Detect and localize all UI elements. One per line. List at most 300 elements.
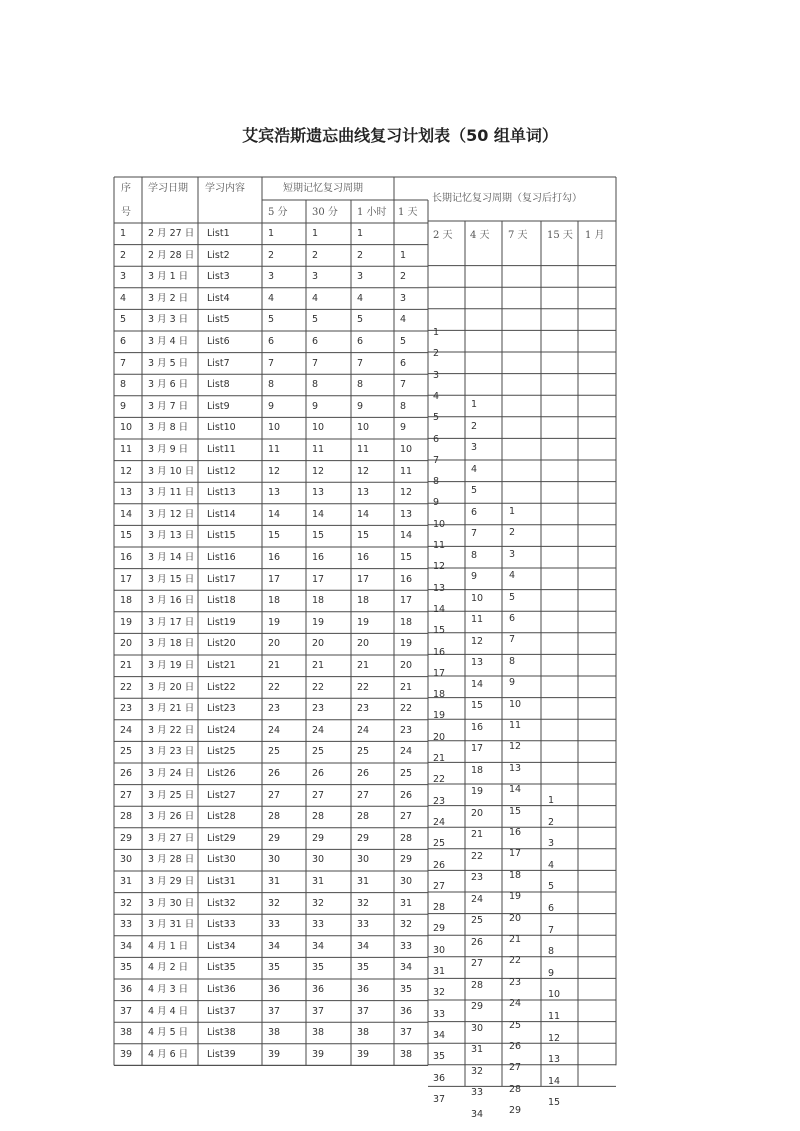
row-1hour: 18: [357, 595, 370, 607]
long-7day: 16: [509, 827, 522, 838]
long-7day: 12: [509, 741, 522, 753]
row-1day: 22: [400, 703, 413, 715]
row-content: List23: [207, 703, 236, 715]
long-2day: 34: [433, 1029, 446, 1041]
row-30min: 6: [312, 336, 319, 347]
row-30min: 30: [312, 854, 325, 866]
row-date: 2 月 27 日: [148, 228, 195, 239]
row-number: 36: [120, 984, 133, 995]
row-1day: 13: [400, 508, 413, 520]
long-7day: 29: [509, 1105, 522, 1117]
row-date: 3 月 12 日: [148, 508, 195, 520]
row-5min: 7: [268, 357, 275, 369]
row-30min: 20: [312, 638, 325, 650]
row-5min: 35: [268, 962, 281, 974]
row-1day: 1: [400, 249, 407, 261]
row-1hour: 36: [357, 984, 370, 995]
long-15day: 4: [548, 859, 555, 871]
row-30min: 7: [312, 357, 319, 369]
row-content: List24: [207, 724, 236, 736]
row-1day: 9: [400, 422, 407, 434]
row-number: 34: [120, 940, 133, 952]
row-number: 27: [120, 789, 133, 801]
row-date: 3 月 2 日: [148, 292, 189, 304]
long-2day: 25: [433, 838, 446, 850]
row-number: 31: [120, 876, 133, 887]
row-1hour: 25: [357, 746, 370, 758]
row-1hour: 7: [357, 357, 364, 369]
row-1hour: 17: [357, 573, 370, 585]
row-date: 3 月 26 日: [148, 811, 195, 823]
long-4day: 25: [471, 915, 484, 926]
long-15day: 15: [548, 1097, 561, 1109]
row-5min: 25: [268, 746, 281, 758]
long-2day: 27: [433, 880, 446, 892]
long-15day: 11: [548, 1011, 561, 1022]
long-4day: 32: [471, 1065, 484, 1077]
long-15day: 5: [548, 881, 555, 893]
row-30min: 19: [312, 616, 325, 628]
row-content: List30: [207, 854, 236, 866]
row-1hour: 5: [357, 314, 364, 326]
row-content: List3: [207, 271, 230, 283]
row-number: 9: [120, 400, 127, 412]
long-4day: 1: [471, 399, 478, 410]
row-content: List4: [207, 292, 230, 304]
long-4day: 4: [471, 463, 478, 475]
row-1day: 2: [400, 271, 407, 283]
row-30min: 4: [312, 292, 319, 304]
row-30min: 23: [312, 703, 325, 715]
long-7day: 17: [509, 848, 522, 860]
row-date: 3 月 15 日: [148, 573, 195, 585]
long-2day: 12: [433, 561, 446, 573]
row-content: List13: [207, 487, 236, 499]
header-1hour: 1 小时: [357, 207, 387, 218]
long-7day: 18: [509, 869, 522, 881]
row-5min: 31: [268, 876, 281, 887]
row-30min: 27: [312, 789, 325, 801]
row-30min: 8: [312, 379, 319, 391]
row-1hour: 33: [357, 919, 370, 931]
row-1day: 5: [400, 336, 407, 347]
row-1hour: 35: [357, 962, 370, 974]
long-2day: 2: [433, 348, 440, 360]
long-15day: 9: [548, 967, 555, 979]
long-4day: 8: [471, 549, 478, 561]
row-number: 16: [120, 552, 133, 563]
long-2day: 21: [433, 753, 446, 764]
row-30min: 12: [312, 465, 325, 477]
row-1day: 26: [400, 789, 413, 801]
row-content: List16: [207, 552, 236, 563]
long-4day: 6: [471, 506, 478, 518]
row-date: 3 月 3 日: [148, 314, 189, 326]
long-7day: 22: [509, 955, 522, 967]
row-date: 3 月 28 日: [148, 854, 195, 866]
row-30min: 34: [312, 940, 325, 952]
row-1hour: 39: [357, 1048, 370, 1060]
row-date: 3 月 18 日: [148, 638, 195, 650]
row-5min: 20: [268, 638, 281, 650]
row-30min: 10: [312, 422, 325, 434]
row-content: List22: [207, 681, 236, 693]
row-1hour: 28: [357, 811, 370, 823]
row-number: 8: [120, 379, 127, 391]
row-date: 3 月 7 日: [148, 400, 189, 412]
row-5min: 28: [268, 811, 281, 823]
long-15day: 13: [548, 1054, 561, 1066]
row-number: 13: [120, 487, 133, 499]
row-1day: 34: [400, 962, 413, 974]
row-1hour: 11: [357, 444, 370, 455]
long-2day: 33: [433, 1008, 446, 1020]
row-date: 3 月 11 日: [148, 487, 195, 499]
row-content: List29: [207, 832, 236, 844]
row-date: 4 月 1 日: [148, 940, 189, 952]
long-4day: 34: [471, 1108, 484, 1120]
row-5min: 37: [268, 1005, 281, 1017]
row-date: 3 月 19 日: [148, 660, 195, 671]
row-date: 3 月 29 日: [148, 876, 195, 887]
row-date: 3 月 16 日: [148, 595, 195, 607]
long-7day: 6: [509, 613, 516, 624]
row-1day: 20: [400, 660, 413, 671]
row-30min: 15: [312, 530, 325, 542]
long-2day: 36: [433, 1072, 446, 1084]
row-5min: 32: [268, 897, 281, 909]
row-5min: 4: [268, 292, 275, 304]
row-5min: 34: [268, 940, 281, 952]
row-date: 3 月 22 日: [148, 724, 195, 736]
row-date: 3 月 24 日: [148, 768, 195, 779]
row-1day: 24: [400, 746, 413, 758]
row-5min: 29: [268, 832, 281, 844]
long-2day: 24: [433, 816, 446, 828]
row-5min: 16: [268, 552, 281, 563]
row-30min: 13: [312, 487, 325, 499]
header-seq-2: 号: [121, 207, 131, 218]
long-2day: 15: [433, 625, 446, 637]
long-7day: 28: [509, 1083, 522, 1095]
row-1day: 25: [400, 768, 413, 779]
row-1day: 35: [400, 984, 413, 995]
row-5min: 14: [268, 508, 281, 520]
row-1hour: 34: [357, 940, 370, 952]
long-4day: 27: [471, 958, 484, 969]
row-number: 12: [120, 465, 133, 477]
header-30min: 30 分: [312, 207, 338, 218]
row-5min: 30: [268, 854, 281, 866]
row-content: List31: [207, 876, 236, 887]
row-30min: 24: [312, 724, 325, 736]
header-15day: 15 天: [547, 230, 573, 241]
row-1hour: 14: [357, 508, 370, 520]
long-15day: 2: [548, 816, 555, 828]
row-number: 35: [120, 962, 133, 974]
header-7day: 7 天: [508, 230, 528, 241]
row-1day: 33: [400, 940, 413, 952]
row-date: 3 月 23 日: [148, 746, 195, 758]
row-number: 5: [120, 314, 127, 326]
row-5min: 10: [268, 422, 281, 434]
long-7day: 8: [509, 655, 516, 667]
long-4day: 29: [471, 1001, 484, 1012]
row-content: List14: [207, 508, 236, 520]
row-1day: 15: [400, 552, 413, 563]
row-content: List34: [207, 940, 236, 952]
long-4day: 2: [471, 420, 478, 432]
row-1hour: 13: [357, 487, 370, 499]
long-4day: 26: [471, 936, 484, 948]
header-2day: 2 天: [433, 230, 453, 241]
row-number: 24: [120, 724, 133, 736]
row-1hour: 23: [357, 703, 370, 715]
row-number: 38: [120, 1027, 133, 1039]
row-date: 3 月 21 日: [148, 703, 195, 715]
row-5min: 3: [268, 271, 275, 283]
long-15day: 12: [548, 1032, 561, 1044]
long-2day: 9: [433, 497, 440, 509]
long-2day: 18: [433, 689, 446, 701]
row-number: 7: [120, 357, 127, 369]
row-content: List25: [207, 746, 236, 758]
row-content: List12: [207, 465, 236, 477]
row-date: 3 月 1 日: [148, 271, 189, 283]
header-4day: 4 天: [470, 230, 490, 241]
row-number: 4: [120, 292, 127, 304]
long-2day: 1: [433, 327, 440, 338]
long-2day: 35: [433, 1051, 446, 1063]
row-1hour: 2: [357, 249, 364, 261]
row-content: List38: [207, 1027, 236, 1039]
long-4day: 28: [471, 979, 484, 991]
row-1hour: 26: [357, 768, 370, 779]
page-title: 艾宾浩斯遗忘曲线复习计划表（50 组单词）: [242, 126, 558, 145]
long-7day: 10: [509, 698, 522, 710]
long-7day: 7: [509, 634, 516, 646]
row-1hour: 12: [357, 465, 370, 477]
long-2day: 7: [433, 454, 440, 466]
row-1hour: 1: [357, 228, 364, 239]
row-5min: 23: [268, 703, 281, 715]
long-2day: 26: [433, 859, 446, 871]
row-date: 3 月 8 日: [148, 422, 189, 434]
long-4day: 15: [471, 700, 484, 711]
long-2day: 11: [433, 540, 446, 551]
row-content: List27: [207, 789, 236, 801]
row-content: List15: [207, 530, 236, 542]
row-number: 17: [120, 573, 133, 585]
row-30min: 29: [312, 832, 325, 844]
row-number: 26: [120, 768, 133, 779]
long-4day: 17: [471, 743, 484, 754]
row-30min: 11: [312, 444, 325, 455]
long-7day: 1: [509, 506, 516, 517]
header-short-term: 短期记忆复习周期: [283, 183, 363, 194]
row-content: List28: [207, 811, 236, 823]
long-7day: 27: [509, 1062, 522, 1074]
row-date: 3 月 17 日: [148, 616, 195, 628]
long-4day: 3: [471, 442, 478, 453]
long-2day: 28: [433, 902, 446, 914]
row-5min: 19: [268, 616, 281, 628]
row-5min: 15: [268, 530, 281, 542]
row-date: 3 月 30 日: [148, 897, 195, 909]
long-2day: 8: [433, 476, 440, 488]
row-1hour: 38: [357, 1027, 370, 1039]
row-1day: 38: [400, 1048, 413, 1060]
row-content: List19: [207, 616, 236, 628]
row-number: 14: [120, 508, 133, 520]
row-date: 4 月 3 日: [148, 984, 189, 995]
row-5min: 17: [268, 573, 281, 585]
row-5min: 33: [268, 919, 281, 931]
row-30min: 35: [312, 962, 325, 974]
row-number: 25: [120, 746, 133, 758]
header-1day: 1 天: [398, 207, 418, 218]
row-content: List2: [207, 249, 230, 261]
long-2day: 23: [433, 795, 446, 807]
row-1hour: 19: [357, 616, 370, 628]
long-2day: 19: [433, 710, 446, 722]
row-30min: 3: [312, 271, 319, 283]
row-1hour: 24: [357, 724, 370, 736]
row-1day: 19: [400, 638, 413, 650]
row-5min: 22: [268, 681, 281, 693]
row-5min: 21: [268, 660, 281, 671]
row-content: List9: [207, 400, 230, 412]
row-5min: 2: [268, 249, 275, 261]
row-1day: 6: [400, 357, 407, 369]
row-1hour: 30: [357, 854, 370, 866]
row-1hour: 6: [357, 336, 364, 347]
row-number: 1: [120, 228, 127, 239]
long-4day: 14: [471, 678, 484, 690]
row-number: 33: [120, 919, 133, 931]
long-4day: 22: [471, 850, 484, 862]
long-7day: 24: [509, 998, 522, 1010]
row-30min: 32: [312, 897, 325, 909]
row-number: 19: [120, 616, 133, 628]
row-5min: 8: [268, 379, 275, 391]
long-7day: 21: [509, 934, 522, 945]
row-1day: 37: [400, 1027, 413, 1039]
long-15day: 10: [548, 989, 561, 1001]
long-4day: 30: [471, 1022, 484, 1034]
header-1month: 1 月: [585, 230, 605, 241]
row-1day: 30: [400, 876, 413, 887]
row-1day: 31: [400, 897, 413, 909]
row-1hour: 16: [357, 552, 370, 563]
row-30min: 25: [312, 746, 325, 758]
row-content: List17: [207, 573, 236, 585]
row-5min: 18: [268, 595, 281, 607]
row-5min: 5: [268, 314, 275, 326]
row-number: 29: [120, 832, 133, 844]
row-date: 3 月 25 日: [148, 789, 195, 801]
long-4day: 18: [471, 764, 484, 776]
long-4day: 19: [471, 786, 484, 797]
row-date: 3 月 9 日: [148, 444, 189, 455]
row-5min: 38: [268, 1027, 281, 1039]
row-1day: 28: [400, 832, 413, 844]
row-5min: 1: [268, 228, 275, 239]
long-4day: 31: [471, 1044, 484, 1055]
header-seq: 序: [121, 183, 131, 194]
long-4day: 9: [471, 571, 478, 582]
row-date: 3 月 13 日: [148, 530, 195, 542]
row-30min: 5: [312, 314, 319, 326]
row-1hour: 37: [357, 1005, 370, 1017]
row-30min: 22: [312, 681, 325, 693]
row-number: 3: [120, 271, 127, 283]
row-1hour: 27: [357, 789, 370, 801]
long-15day: 6: [548, 903, 555, 914]
row-30min: 16: [312, 552, 325, 563]
row-1day: 27: [400, 811, 413, 823]
row-content: List39: [207, 1048, 236, 1060]
long-2day: 29: [433, 923, 446, 935]
row-number: 2: [120, 249, 127, 261]
long-4day: 16: [471, 721, 484, 733]
header-content: 学习内容: [205, 183, 245, 194]
row-1hour: 29: [357, 832, 370, 844]
row-1hour: 10: [357, 422, 370, 434]
row-30min: 14: [312, 508, 325, 520]
long-7day: 2: [509, 527, 516, 539]
row-content: List20: [207, 638, 236, 650]
row-30min: 37: [312, 1005, 325, 1017]
row-30min: 39: [312, 1048, 325, 1060]
long-4day: 5: [471, 485, 478, 496]
long-2day: 16: [433, 646, 446, 658]
long-2day: 6: [433, 433, 440, 445]
row-content: List10: [207, 422, 236, 434]
row-1day: 10: [400, 444, 413, 455]
long-4day: 20: [471, 807, 484, 819]
row-5min: 39: [268, 1048, 281, 1060]
row-5min: 6: [268, 336, 275, 347]
long-2day: 37: [433, 1093, 446, 1105]
row-content: List18: [207, 595, 236, 607]
row-30min: 2: [312, 249, 319, 261]
row-number: 6: [120, 336, 127, 347]
row-5min: 9: [268, 400, 275, 412]
row-5min: 36: [268, 984, 281, 995]
long-2day: 20: [433, 731, 446, 743]
row-content: List26: [207, 768, 236, 779]
long-7day: 23: [509, 976, 522, 988]
long-7day: 11: [509, 720, 522, 731]
row-5min: 12: [268, 465, 281, 477]
row-30min: 26: [312, 768, 325, 779]
long-15day: 8: [548, 946, 555, 958]
row-1day: 17: [400, 595, 413, 607]
long-2day: 14: [433, 603, 446, 615]
long-7day: 19: [509, 891, 522, 903]
row-30min: 21: [312, 660, 325, 671]
row-5min: 26: [268, 768, 281, 779]
row-content: List7: [207, 357, 230, 369]
row-content: List37: [207, 1005, 236, 1017]
long-7day: 13: [509, 762, 522, 774]
row-content: List8: [207, 379, 230, 391]
row-number: 32: [120, 897, 133, 909]
row-1day: 4: [400, 314, 407, 326]
long-7day: 25: [509, 1019, 522, 1031]
header-date: 学习日期: [148, 183, 188, 194]
